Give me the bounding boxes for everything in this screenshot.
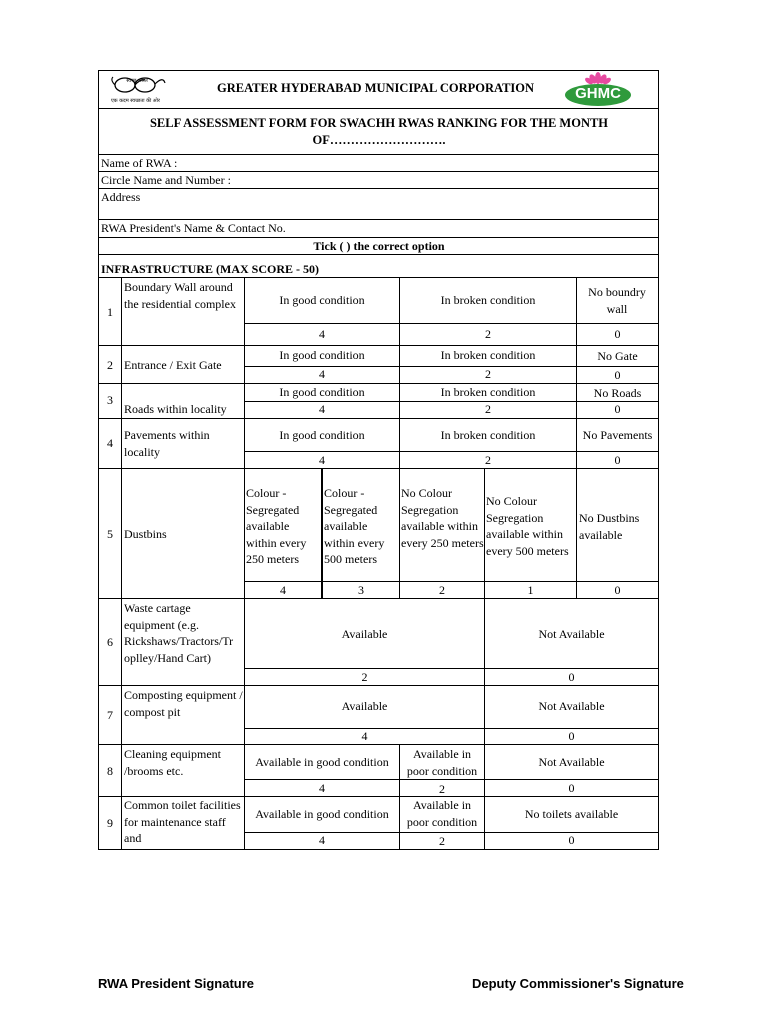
score: 4 (280, 583, 286, 597)
row-number: 2 (107, 358, 113, 372)
score: 1 (527, 583, 534, 597)
swachh-bharat-logo (107, 74, 167, 108)
row-number: 4 (107, 436, 113, 450)
option-label: Available in poor condition (406, 798, 478, 829)
score: 4 (319, 781, 325, 795)
score: 4 (319, 833, 325, 847)
score: 4 (361, 729, 368, 743)
option-label: Not Available (538, 755, 605, 769)
option-label: In broken condition (440, 428, 536, 442)
score: 4 (319, 367, 325, 381)
row-item: Common toilet facilities for maintenance staff and (124, 798, 241, 845)
row-number: 3 (107, 393, 113, 407)
option-label: Colour - Segregated available within every 250 meters (246, 486, 307, 566)
score: 0 (568, 670, 575, 684)
option-label: In good condition (279, 385, 365, 399)
option-label: No Pavements (582, 428, 653, 442)
row-number: 8 (107, 764, 113, 778)
row-item: Pavements within locality (124, 428, 210, 459)
score: 0 (614, 402, 621, 416)
score: 2 (485, 453, 491, 467)
score: 2 (485, 327, 491, 341)
score: 0 (568, 781, 575, 795)
score: 0 (614, 583, 621, 597)
option-label: In good condition (279, 428, 365, 442)
score: 2 (439, 834, 445, 848)
option-label: Available in poor condition (406, 747, 478, 778)
row-item: Entrance / Exit Gate (124, 358, 222, 372)
option-label: Not Available (538, 699, 605, 713)
score: 2 (485, 402, 491, 416)
option-label: Available in good condition (255, 807, 389, 821)
ghmc-logo (562, 70, 634, 110)
score: 2 (485, 367, 491, 381)
row-number: 5 (107, 527, 113, 541)
row-number: 6 (107, 635, 113, 649)
option-label: No Gate (597, 349, 638, 363)
option-label: No Colour Segregation available within every 500 meters (486, 494, 569, 558)
row-number: 7 (107, 708, 113, 722)
score: 0 (614, 368, 621, 382)
score: 4 (319, 453, 325, 467)
score: 0 (614, 453, 621, 467)
score: 4 (319, 327, 325, 341)
circle-label: Circle Name and Number : (101, 173, 231, 187)
score: 4 (319, 402, 325, 416)
option-label: Available (341, 627, 388, 641)
option-label: No Roads (593, 386, 642, 400)
row-item: Cleaning equipment /brooms etc. (124, 747, 221, 778)
option-label: No Dustbins available (579, 511, 640, 542)
score: 0 (614, 327, 621, 341)
option-label: Available in good condition (255, 755, 389, 769)
option-label: In broken condition (440, 348, 536, 362)
score: 2 (439, 782, 445, 796)
rwa-name-label: Name of RWA : (101, 156, 178, 170)
option-label: Available (341, 699, 388, 713)
option-label: In good condition (279, 293, 365, 307)
option-label: In broken condition (440, 385, 536, 399)
row-number: 9 (107, 816, 113, 830)
president-label: RWA President's Name & Contact No. (101, 221, 286, 235)
org-name: GREATER HYDERABAD MUNICIPAL CORPORATION (217, 81, 535, 95)
score: 0 (568, 833, 575, 847)
option-label: No toilets available (524, 807, 619, 821)
option-label: Colour - Segregated available within every 500 meters (324, 486, 385, 566)
score: 0 (568, 729, 575, 743)
rwa-president-signature-label: RWA President Signature (98, 976, 255, 991)
logo-left-text: स्वच्छ भारत (126, 78, 148, 84)
option-label: No Colour Segregation available within every 250 meters (401, 486, 484, 550)
score: 2 (361, 670, 368, 684)
score: 2 (439, 583, 445, 597)
option-label: No boundry wall (588, 285, 646, 316)
tick-instruction: Tick ( ) the correct option (313, 239, 445, 253)
section-title: INFRASTRUCTURE (MAX SCORE - 50) (101, 262, 320, 276)
row-item: Waste cartage equipment (e.g. Rickshaws/Tractors/Tr oplley/Hand Cart) (124, 601, 234, 665)
form-title-line2: OF………………………. (312, 133, 446, 147)
logo-left-tagline: एक कदम स्वच्छता की ओर (111, 98, 160, 104)
row-item: Dustbins (124, 527, 167, 541)
address-label: Address (101, 190, 141, 204)
row-item: Composting equipment / compost pit (124, 688, 243, 719)
option-label: In good condition (279, 348, 365, 362)
score: 3 (358, 583, 364, 597)
ghmc-logo-text: GHMC (575, 85, 621, 102)
deputy-commissioner-signature-label: Deputy Commissioner's Signature (472, 976, 684, 991)
option-label: In broken condition (440, 293, 536, 307)
row-number: 1 (107, 305, 113, 319)
form-title-line1: SELF ASSESSMENT FORM FOR SWACHH RWAS RANKING FOR THE MONTH (149, 116, 609, 130)
option-label: Not Available (538, 627, 605, 641)
row-item: Roads within locality (124, 402, 227, 416)
row-item: Boundary Wall around the residential complex (124, 280, 236, 311)
